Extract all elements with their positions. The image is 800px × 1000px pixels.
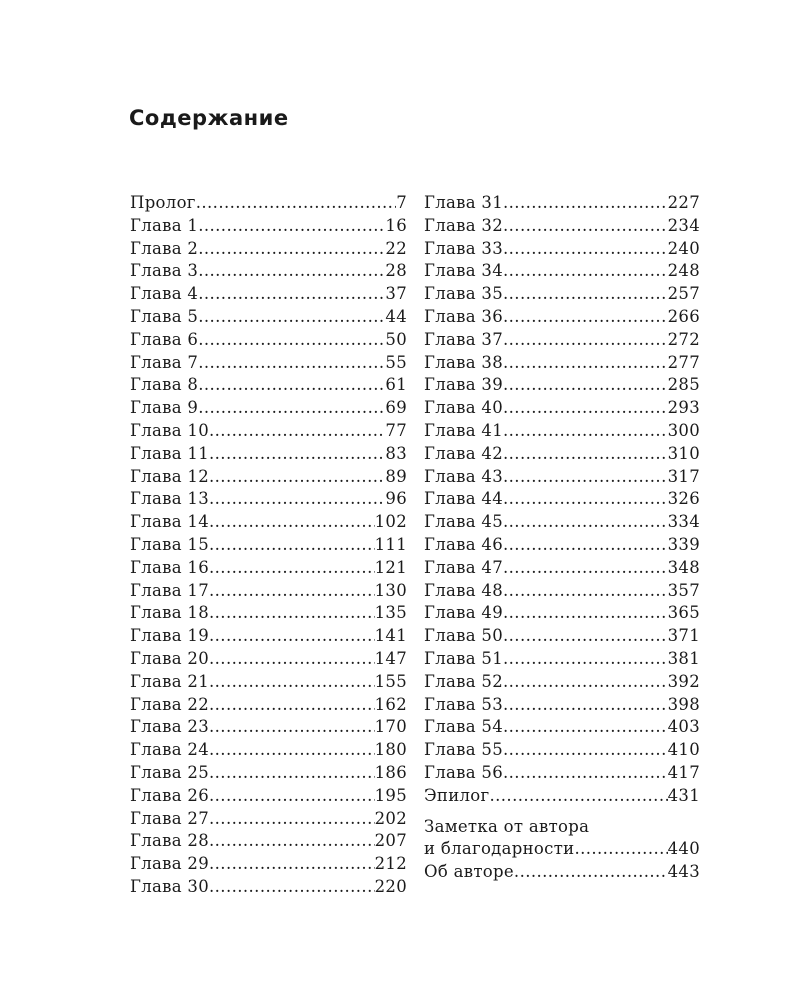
toc-entry[interactable] [130,352,407,375]
toc-entry[interactable] [130,580,407,603]
toc-entry-page: 28 [385,261,407,281]
toc-entry-label: Глава 31 [424,193,504,212]
toc-entry[interactable] [130,192,407,215]
toc-entry[interactable] [424,762,700,785]
toc-entry-page: 141 [374,626,407,646]
toc-entry-label-line1: Заметка от автора [424,816,590,836]
toc-entry[interactable] [424,352,700,375]
toc-entry-page: 77 [385,420,407,440]
toc-entry[interactable] [130,648,407,671]
toc-entry-page: 285 [667,375,700,395]
toc-leader-dots [209,716,375,739]
toc-entry-page: 334 [667,512,700,532]
toc-entry[interactable] [424,671,700,694]
toc-entry-page: 300 [667,420,700,440]
toc-entry-page: 16 [385,215,407,235]
toc-leader-dots [209,785,375,808]
toc-entry-label: Глава 20 [130,648,210,668]
toc-entry-line2 [424,838,700,861]
toc-entry-label: Глава 36 [424,306,504,326]
toc-entry-label: Глава 49 [424,603,504,623]
toc-entry-label: Глава 40 [424,398,504,418]
toc-entry-page: 155 [374,671,407,691]
toc-entry-page: 248 [667,261,700,281]
toc-leader-dots [503,648,668,671]
toc-entry-page: 317 [667,466,700,486]
toc-entry-page: 212 [374,854,407,874]
toc-leader-dots [209,671,375,694]
toc-entry-label: Глава 8 [130,375,199,395]
toc-entry-page: 207 [374,831,407,851]
toc-entry[interactable] [130,306,407,329]
toc-leader-dots [209,694,375,717]
toc-leader-dots [198,397,385,420]
toc-entry-page: 111 [374,534,407,554]
toc-entry-page: 37 [385,284,407,304]
toc-entry-label: Глава 15 [130,534,210,554]
toc-entry-page: 220 [374,876,407,896]
toc-entry-page: 381 [667,648,700,668]
toc-entry-label: Глава 23 [130,717,210,737]
toc-entry-label: Глава 51 [424,648,504,668]
toc-entry-page: 326 [667,489,700,509]
toc-entry[interactable] [424,283,700,306]
toc-right-entries [424,192,700,808]
toc-leader-dots [198,283,385,306]
toc-entry[interactable] [424,329,700,352]
toc-entry[interactable] [130,420,407,443]
toc-entry-page: 277 [667,352,700,372]
toc-entry[interactable] [130,488,407,511]
toc-leader-dots [503,283,668,306]
toc-leader-dots [209,466,385,489]
toc-entry-page: 403 [667,717,700,737]
toc-leader-dots [209,580,375,603]
toc-entry[interactable] [130,534,407,557]
toc-leader-dots [503,580,668,603]
toc-entry-page: 102 [374,512,407,532]
toc-entry-page: 339 [667,534,700,554]
toc-entry-author-note[interactable] [424,816,700,862]
toc-entry-label: Глава 29 [130,854,210,874]
toc-entry-label: Глава 1 [130,215,199,235]
toc-entry[interactable] [424,306,700,329]
toc-entry-page: 55 [385,352,407,372]
toc-entry-label: Глава 48 [424,580,504,600]
toc-entry-page: 398 [667,694,700,714]
toc-entry[interactable] [130,557,407,580]
toc-entry[interactable] [130,671,407,694]
toc-entry-page: 195 [374,785,407,805]
toc-entry[interactable] [130,397,407,420]
toc-entry[interactable] [424,648,700,671]
toc-entry[interactable] [130,853,407,876]
toc-entry[interactable] [130,876,407,899]
toc-entry[interactable] [424,443,700,466]
toc-entry-page: 162 [374,694,407,714]
toc-entry-page: 44 [385,306,407,326]
toc-leader-dots [198,329,385,352]
toc-entry-label: Глава 24 [130,740,210,760]
toc-entry-label: Глава 34 [424,261,504,281]
toc-leader-dots [503,192,668,215]
toc-entry-page: 348 [667,557,700,577]
toc-entry[interactable] [130,762,407,785]
toc-entry-label: Глава 47 [424,557,504,577]
toc-entry-label: Глава 30 [130,876,210,896]
toc-entry[interactable] [130,260,407,283]
toc-entry[interactable] [130,511,407,534]
toc-entry-page: 69 [385,398,407,418]
toc-leader-dots [503,215,668,238]
toc-leader-dots [503,420,668,443]
toc-entry-label: Глава 18 [130,603,210,623]
toc-leader-dots [503,329,668,352]
toc-entry-label: Глава 13 [130,489,210,509]
toc-entry-label: Глава 37 [424,329,504,349]
toc-entry-label: Глава 25 [130,762,210,782]
toc-entry-label: Глава 21 [130,671,210,691]
toc-entry-label: Глава 52 [424,671,504,691]
toc-entry-page: 371 [667,626,700,646]
toc-leader-dots [209,602,375,625]
toc-entry-label: Эпилог [424,785,490,805]
toc-entry[interactable] [424,374,700,397]
toc-entry-label: Глава 2 [130,238,199,258]
toc-leader-dots [198,215,385,238]
toc-leader-dots [503,602,668,625]
toc-leader-dots [196,192,396,215]
toc-leader-dots [209,648,375,671]
toc-entry-label: Глава 46 [424,534,504,554]
toc-entry[interactable] [424,739,700,762]
toc-leader-dots [503,352,668,375]
toc-leader-dots [503,260,668,283]
toc-leader-dots [198,260,385,283]
toc-leader-dots [198,352,385,375]
toc-leader-dots [503,488,668,511]
toc-entry[interactable] [130,694,407,717]
toc-entry-label: Глава 42 [424,443,504,463]
toc-entry-page: 96 [385,489,407,509]
toc-entry[interactable] [424,488,700,511]
toc-entry[interactable] [424,716,700,739]
toc-entry[interactable] [130,602,407,625]
toc-entry-page: 257 [667,284,700,304]
toc-entry-page: 130 [374,580,407,600]
toc-entry-label: Глава 32 [424,215,504,235]
toc-entry[interactable] [424,420,700,443]
toc-entry-page: 7 [396,193,407,212]
toc-entry[interactable] [130,215,407,238]
toc-entry-label: Глава 35 [424,284,504,304]
toc-leader-dots [209,534,375,557]
toc-entry[interactable] [130,808,407,831]
toc-leader-dots [209,420,385,443]
toc-leader-dots [503,306,668,329]
toc-leader-dots [209,876,375,899]
toc-entry-page: 202 [374,808,407,828]
toc-entry-about-author[interactable] [424,861,700,884]
toc-entry-label: Глава 45 [424,512,504,532]
toc-entry-label: Глава 5 [130,306,199,326]
toc-entry-page: 61 [385,375,407,395]
toc-leader-dots [503,694,668,717]
toc-entry-page: 357 [667,580,700,600]
toc-entry-page: 240 [667,238,700,258]
toc-entry[interactable] [130,625,407,648]
toc-entry-page: 83 [385,443,407,463]
toc-entry-page: 392 [667,671,700,691]
toc-leader-dots [209,762,375,785]
toc-leader-dots [503,443,668,466]
toc-entry-label: Глава 54 [424,717,504,737]
toc-entry-label: Глава 11 [130,443,210,463]
toc-entry-label: Глава 7 [130,352,199,372]
toc-entry[interactable] [130,329,407,352]
toc-entry-page: 180 [374,740,407,760]
toc-entry-page: 227 [667,193,700,212]
toc-entry-label: Глава 3 [130,261,199,281]
toc-entry[interactable] [424,557,700,580]
toc-entry[interactable] [130,830,407,853]
toc-entry-label: Глава 19 [130,626,210,646]
toc-entry-label: Глава 41 [424,420,504,440]
toc-entry-page: 147 [374,648,407,668]
toc-entry[interactable] [424,192,700,215]
toc-leader-dots [574,838,667,861]
toc-leader-dots [209,488,385,511]
toc-leader-dots [209,443,385,466]
toc-entry[interactable] [130,374,407,397]
toc-entry-label: Глава 22 [130,694,210,714]
toc-leader-dots [209,739,375,762]
toc-entry-label: Глава 16 [130,557,210,577]
toc-entry-page: 443 [667,862,700,882]
toc-leader-dots [503,625,668,648]
toc-left-column [130,192,407,899]
toc-entry-page: 417 [667,762,700,782]
toc-entry[interactable] [424,534,700,557]
toc-leader-dots [503,534,668,557]
toc-entry-label: Глава 4 [130,284,199,304]
toc-entry-label: Глава 44 [424,489,504,509]
toc-entry-label: Глава 38 [424,352,504,372]
toc-entry-page: 89 [385,466,407,486]
toc-entry-page: 266 [667,306,700,326]
toc-right-column [424,192,700,884]
toc-entry[interactable] [130,785,407,808]
toc-leader-dots [503,466,668,489]
toc-entry-label: Глава 56 [424,762,504,782]
toc-leader-dots [503,716,668,739]
toc-entry-label: Глава 26 [130,785,210,805]
toc-entry[interactable] [130,238,407,261]
toc-entry-label-line2: и благодарности [424,839,575,859]
toc-entry-label: Пролог [130,193,196,212]
toc-entry-page: 170 [374,717,407,737]
toc-entry[interactable] [424,215,700,238]
toc-leader-dots [503,511,668,534]
toc-entry[interactable] [130,739,407,762]
toc-leader-dots [514,861,668,884]
toc-entry-page: 22 [385,238,407,258]
toc-leader-dots [489,785,667,808]
toc-entry-label: Глава 27 [130,808,210,828]
toc-leader-dots [503,397,668,420]
toc-entry-label: Глава 14 [130,512,210,532]
toc-leader-dots [198,306,385,329]
toc-leader-dots [209,625,375,648]
toc-entry-page: 293 [667,398,700,418]
toc-entry-label: Глава 43 [424,466,504,486]
toc-entry-label: Об авторе [424,862,514,882]
toc-entry-label: Глава 39 [424,375,504,395]
toc-entry-label: Глава 17 [130,580,210,600]
toc-entry[interactable] [130,443,407,466]
toc-entry-label: Глава 55 [424,740,504,760]
toc-entry[interactable] [424,625,700,648]
toc-entry-page: 310 [667,443,700,463]
toc-leader-dots [503,739,668,762]
toc-entry-label: Глава 28 [130,831,210,851]
toc-leader-dots [209,557,375,580]
toc-leader-dots [198,374,385,397]
toc-entry[interactable] [424,785,700,808]
toc-entry[interactable] [424,238,700,261]
toc-entry[interactable] [130,466,407,489]
toc-entry-label: Глава 9 [130,398,199,418]
toc-entry-page: 135 [374,603,407,623]
toc-entry[interactable] [424,511,700,534]
toc-entry-page: 365 [667,603,700,623]
toc-leader-dots [209,853,375,876]
toc-entry-label: Глава 53 [424,694,504,714]
toc-entry-page: 186 [374,762,407,782]
toc-entry[interactable] [424,602,700,625]
toc-entry[interactable] [424,694,700,717]
toc-entry[interactable] [424,580,700,603]
toc-leader-dots [209,511,375,534]
toc-entry-page: 431 [667,785,700,805]
toc-entry[interactable] [130,283,407,306]
toc-entry[interactable] [424,260,700,283]
toc-leader-dots [209,830,375,853]
toc-entry-label: Глава 10 [130,420,210,440]
toc-leader-dots [209,808,375,831]
toc-leader-dots [503,557,668,580]
toc-entry-page: 272 [667,329,700,349]
toc-leader-dots [503,374,668,397]
toc-entry[interactable] [130,716,407,739]
page-title: Содержание [129,106,289,130]
toc-entry-label: Глава 33 [424,238,504,258]
toc-entry[interactable] [424,397,700,420]
toc-entry-page: 440 [667,839,700,859]
toc-entry-page: 121 [374,557,407,577]
toc-entry-page: 410 [667,740,700,760]
toc-entry-page: 234 [667,215,700,235]
toc-entry-label: Глава 6 [130,329,199,349]
toc-leader-dots [503,762,668,785]
toc-leader-dots [198,238,385,261]
toc-entry-label: Глава 50 [424,626,504,646]
toc-entry[interactable] [424,466,700,489]
toc-entry-page: 50 [385,329,407,349]
toc-entry-label: Глава 12 [130,466,210,486]
toc-leader-dots [503,238,668,261]
toc-leader-dots [503,671,668,694]
